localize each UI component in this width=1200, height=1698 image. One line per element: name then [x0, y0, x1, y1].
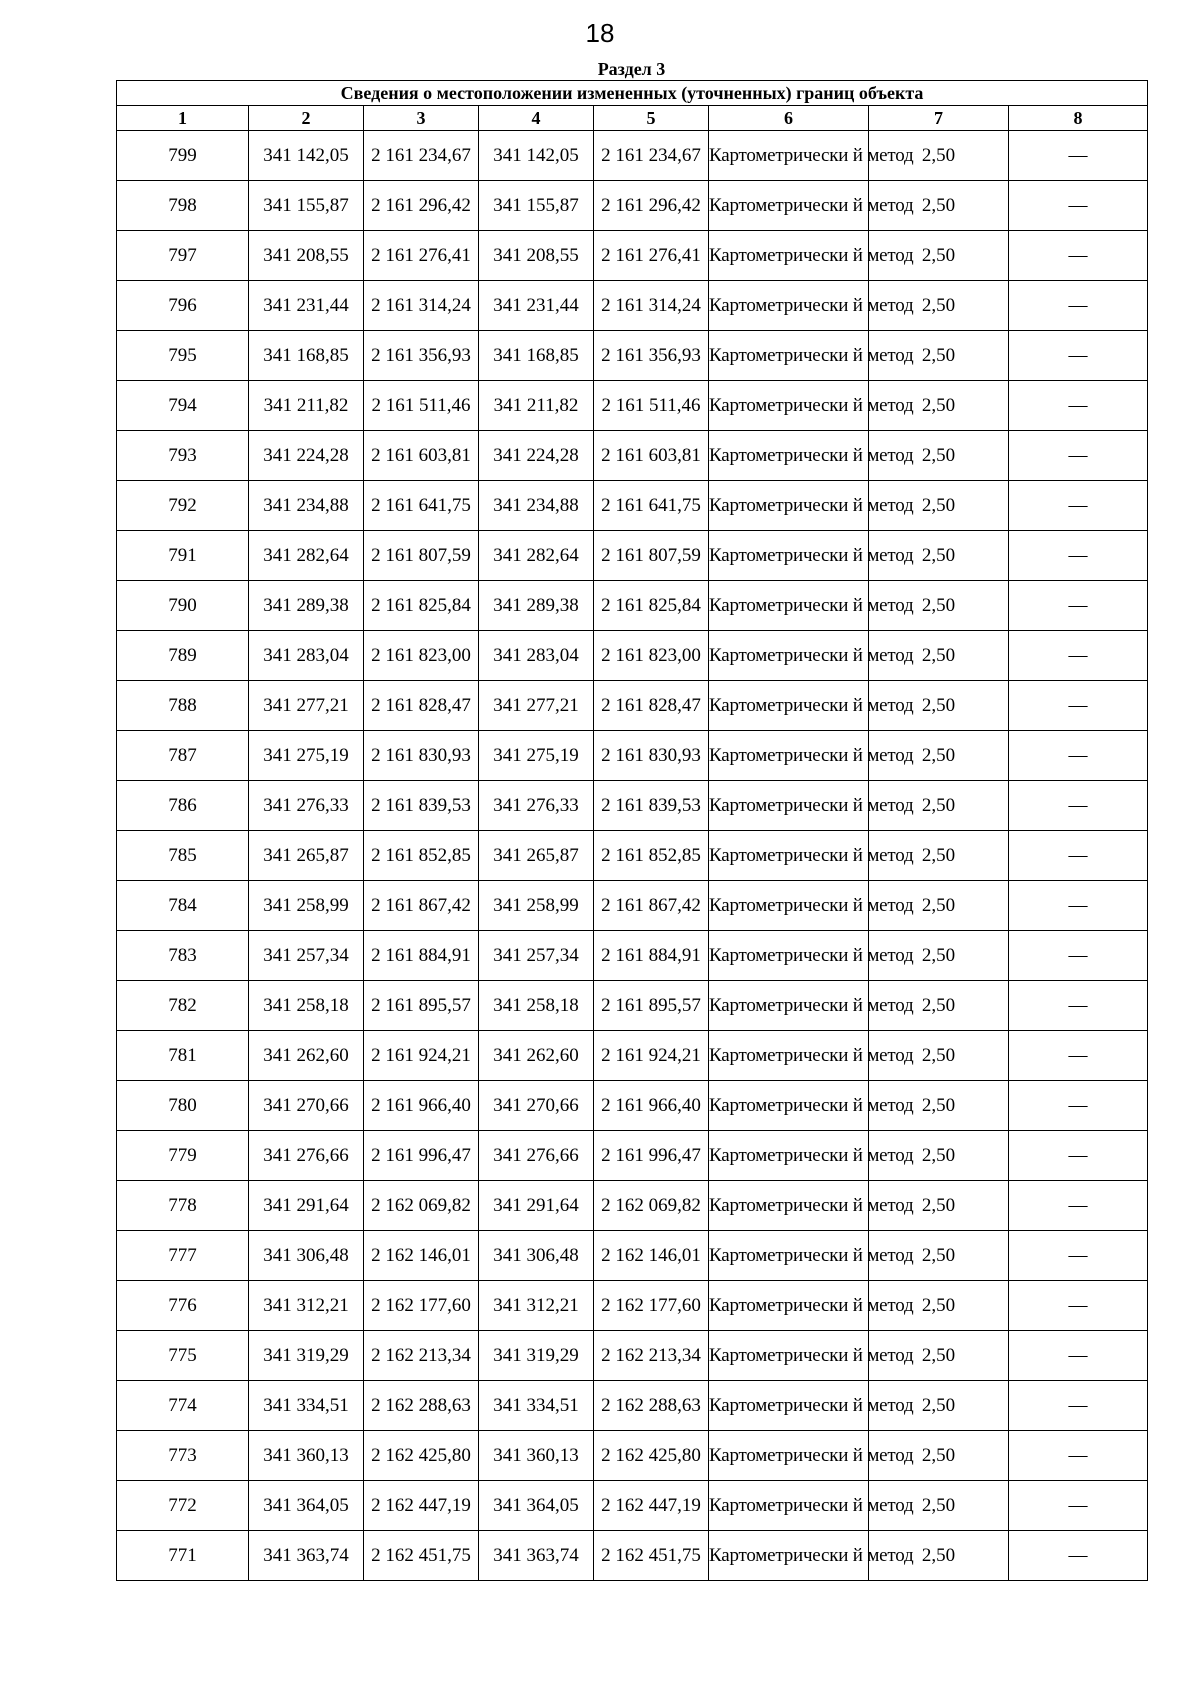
cell-point-number: 797: [117, 231, 249, 281]
cell-accuracy: 2,50: [869, 231, 1009, 281]
cell-method: Картометрически й метод: [709, 1081, 869, 1131]
table-row: [117, 331, 1148, 381]
cell-point-number: 781: [117, 1031, 249, 1081]
cell-y-coordinate: 2 161 884,91: [364, 931, 479, 981]
cell-description: —: [1009, 1281, 1148, 1331]
cell-description: —: [1009, 331, 1148, 381]
cell-accuracy: 2,50: [869, 1481, 1009, 1531]
cell-x-coordinate: 341 262,60: [249, 1031, 364, 1081]
cell-method: Картометрически й метод: [709, 1181, 869, 1231]
cell-y-coordinate: 2 161 276,41: [364, 231, 479, 281]
cell-accuracy: 2,50: [869, 431, 1009, 481]
cell-description: —: [1009, 1231, 1148, 1281]
cell-y-coordinate-new: 2 161 966,40: [594, 1081, 709, 1131]
cell-method: Картометрически й метод: [709, 131, 869, 181]
cell-description: —: [1009, 281, 1148, 331]
cell-x-coordinate: 341 258,18: [249, 981, 364, 1031]
cell-y-coordinate-new: 2 161 511,46: [594, 381, 709, 431]
cell-x-coordinate-new: 341 276,33: [479, 781, 594, 831]
cell-x-coordinate-new: 341 142,05: [479, 131, 594, 181]
cell-y-coordinate: 2 161 966,40: [364, 1081, 479, 1131]
cell-point-number: 787: [117, 731, 249, 781]
cell-description: —: [1009, 131, 1148, 181]
cell-point-number: 788: [117, 681, 249, 731]
cell-method: Картометрически й метод: [709, 631, 869, 681]
cell-y-coordinate: 2 161 641,75: [364, 481, 479, 531]
cell-method: Картометрически й метод: [709, 1531, 869, 1581]
table-row: [117, 731, 1148, 781]
cell-point-number: 789: [117, 631, 249, 681]
table-row: [117, 431, 1148, 481]
table-caption: Сведения о местоположении измененных (уточненных) границ объекта: [117, 81, 1148, 106]
table-row: [117, 281, 1148, 331]
cell-description: —: [1009, 881, 1148, 931]
cell-description: —: [1009, 981, 1148, 1031]
cell-point-number: 784: [117, 881, 249, 931]
cell-x-coordinate-new: 341 282,64: [479, 531, 594, 581]
cell-method: Картометрически й метод: [709, 1131, 869, 1181]
cell-method: Картометрически й метод: [709, 781, 869, 831]
cell-accuracy: 2,50: [869, 1131, 1009, 1181]
table-header-row: [117, 106, 1148, 131]
cell-method: Картометрически й метод: [709, 231, 869, 281]
cell-x-coordinate: 341 275,19: [249, 731, 364, 781]
cell-x-coordinate-new: 341 258,99: [479, 881, 594, 931]
cell-y-coordinate-new: 2 161 867,42: [594, 881, 709, 931]
cell-x-coordinate: 341 289,38: [249, 581, 364, 631]
cell-x-coordinate-new: 341 363,74: [479, 1531, 594, 1581]
cell-x-coordinate-new: 341 231,44: [479, 281, 594, 331]
table-row: [117, 581, 1148, 631]
cell-y-coordinate-new: 2 162 177,60: [594, 1281, 709, 1331]
cell-x-coordinate-new: 341 275,19: [479, 731, 594, 781]
cell-y-coordinate: 2 161 807,59: [364, 531, 479, 581]
cell-x-coordinate-new: 341 276,66: [479, 1131, 594, 1181]
cell-y-coordinate-new: 2 161 234,67: [594, 131, 709, 181]
cell-accuracy: 2,50: [869, 1031, 1009, 1081]
cell-x-coordinate-new: 341 258,18: [479, 981, 594, 1031]
table-row: [117, 1331, 1148, 1381]
cell-description: —: [1009, 731, 1148, 781]
cell-x-coordinate: 341 334,51: [249, 1381, 364, 1431]
cell-method: Картометрически й метод: [709, 1281, 869, 1331]
cell-y-coordinate: 2 161 825,84: [364, 581, 479, 631]
cell-y-coordinate-new: 2 162 451,75: [594, 1531, 709, 1581]
cell-y-coordinate-new: 2 162 425,80: [594, 1431, 709, 1481]
cell-y-coordinate: 2 161 830,93: [364, 731, 479, 781]
cell-description: —: [1009, 831, 1148, 881]
cell-accuracy: 2,50: [869, 981, 1009, 1031]
table-row: [117, 531, 1148, 581]
cell-y-coordinate: 2 162 177,60: [364, 1281, 479, 1331]
cell-x-coordinate: 341 231,44: [249, 281, 364, 331]
cell-y-coordinate: 2 162 425,80: [364, 1431, 479, 1481]
cell-x-coordinate-new: 341 208,55: [479, 231, 594, 281]
cell-y-coordinate: 2 161 895,57: [364, 981, 479, 1031]
cell-method: Картометрически й метод: [709, 331, 869, 381]
cell-x-coordinate-new: 341 265,87: [479, 831, 594, 881]
cell-description: —: [1009, 181, 1148, 231]
cell-y-coordinate: 2 161 823,00: [364, 631, 479, 681]
cell-y-coordinate-new: 2 161 641,75: [594, 481, 709, 531]
cell-accuracy: 2,50: [869, 1231, 1009, 1281]
cell-point-number: 779: [117, 1131, 249, 1181]
cell-x-coordinate-new: 341 168,85: [479, 331, 594, 381]
cell-accuracy: 2,50: [869, 331, 1009, 381]
cell-point-number: 777: [117, 1231, 249, 1281]
cell-accuracy: 2,50: [869, 131, 1009, 181]
cell-x-coordinate: 341 283,04: [249, 631, 364, 681]
cell-accuracy: 2,50: [869, 1181, 1009, 1231]
cell-point-number: 792: [117, 481, 249, 531]
cell-y-coordinate: 2 162 213,34: [364, 1331, 479, 1381]
cell-x-coordinate: 341 208,55: [249, 231, 364, 281]
cell-point-number: 790: [117, 581, 249, 631]
coordinates-table: [116, 80, 1148, 1581]
cell-point-number: 799: [117, 131, 249, 181]
cell-y-coordinate-new: 2 161 807,59: [594, 531, 709, 581]
table-row: [117, 981, 1148, 1031]
cell-method: Картометрически й метод: [709, 581, 869, 631]
cell-method: Картометрически й метод: [709, 1481, 869, 1531]
cell-accuracy: 2,50: [869, 881, 1009, 931]
cell-y-coordinate-new: 2 161 895,57: [594, 981, 709, 1031]
cell-description: —: [1009, 1031, 1148, 1081]
cell-accuracy: 2,50: [869, 581, 1009, 631]
cell-point-number: 775: [117, 1331, 249, 1381]
cell-description: —: [1009, 431, 1148, 481]
cell-method: Картометрически й метод: [709, 1331, 869, 1381]
cell-y-coordinate-new: 2 162 213,34: [594, 1331, 709, 1381]
cell-x-coordinate-new: 341 270,66: [479, 1081, 594, 1131]
cell-point-number: 772: [117, 1481, 249, 1531]
cell-y-coordinate: 2 162 146,01: [364, 1231, 479, 1281]
cell-point-number: 793: [117, 431, 249, 481]
cell-x-coordinate-new: 341 319,29: [479, 1331, 594, 1381]
cell-method: Картометрически й метод: [709, 1381, 869, 1431]
cell-x-coordinate-new: 341 312,21: [479, 1281, 594, 1331]
table-row: [117, 1231, 1148, 1281]
cell-y-coordinate-new: 2 162 447,19: [594, 1481, 709, 1531]
cell-point-number: 771: [117, 1531, 249, 1581]
cell-method: Картометрически й метод: [709, 481, 869, 531]
table-row: [117, 831, 1148, 881]
cell-accuracy: 2,50: [869, 381, 1009, 431]
cell-y-coordinate: 2 162 451,75: [364, 1531, 479, 1581]
cell-x-coordinate: 341 319,29: [249, 1331, 364, 1381]
cell-x-coordinate: 341 276,33: [249, 781, 364, 831]
cell-y-coordinate-new: 2 161 924,21: [594, 1031, 709, 1081]
cell-y-coordinate: 2 161 839,53: [364, 781, 479, 831]
cell-x-coordinate: 341 360,13: [249, 1431, 364, 1481]
cell-y-coordinate-new: 2 161 603,81: [594, 431, 709, 481]
column-header-7: 7: [869, 106, 1009, 131]
table-row: [117, 1131, 1148, 1181]
cell-method: Картометрически й метод: [709, 431, 869, 481]
cell-y-coordinate-new: 2 161 830,93: [594, 731, 709, 781]
cell-y-coordinate-new: 2 161 276,41: [594, 231, 709, 281]
cell-method: Картометрически й метод: [709, 931, 869, 981]
cell-x-coordinate-new: 341 289,38: [479, 581, 594, 631]
cell-accuracy: 2,50: [869, 531, 1009, 581]
cell-y-coordinate: 2 161 296,42: [364, 181, 479, 231]
table-row: [117, 631, 1148, 681]
cell-y-coordinate: 2 161 603,81: [364, 431, 479, 481]
cell-y-coordinate-new: 2 161 996,47: [594, 1131, 709, 1181]
table-body: [117, 131, 1148, 1581]
cell-x-coordinate: 341 312,21: [249, 1281, 364, 1331]
table-row: [117, 1431, 1148, 1481]
cell-y-coordinate: 2 161 356,93: [364, 331, 479, 381]
cell-x-coordinate-new: 341 360,13: [479, 1431, 594, 1481]
cell-x-coordinate: 341 306,48: [249, 1231, 364, 1281]
cell-description: —: [1009, 931, 1148, 981]
table-row: [117, 1031, 1148, 1081]
cell-accuracy: 2,50: [869, 1331, 1009, 1381]
table-row: [117, 231, 1148, 281]
cell-accuracy: 2,50: [869, 281, 1009, 331]
cell-method: Картометрически й метод: [709, 881, 869, 931]
cell-y-coordinate: 2 162 069,82: [364, 1181, 479, 1231]
cell-x-coordinate-new: 341 155,87: [479, 181, 594, 231]
cell-x-coordinate-new: 341 262,60: [479, 1031, 594, 1081]
cell-x-coordinate: 341 291,64: [249, 1181, 364, 1231]
column-header-2: 2: [249, 106, 364, 131]
cell-x-coordinate: 341 276,66: [249, 1131, 364, 1181]
cell-y-coordinate: 2 161 996,47: [364, 1131, 479, 1181]
table-row: [117, 881, 1148, 931]
cell-method: Картометрически й метод: [709, 831, 869, 881]
cell-method: Картометрически й метод: [709, 731, 869, 781]
cell-y-coordinate-new: 2 161 884,91: [594, 931, 709, 981]
cell-x-coordinate-new: 341 257,34: [479, 931, 594, 981]
cell-description: —: [1009, 1131, 1148, 1181]
cell-y-coordinate: 2 161 867,42: [364, 881, 479, 931]
cell-y-coordinate: 2 161 924,21: [364, 1031, 479, 1081]
cell-point-number: 796: [117, 281, 249, 331]
cell-description: —: [1009, 1431, 1148, 1481]
cell-x-coordinate: 341 155,87: [249, 181, 364, 231]
cell-x-coordinate: 341 234,88: [249, 481, 364, 531]
cell-x-coordinate: 341 224,28: [249, 431, 364, 481]
cell-x-coordinate: 341 142,05: [249, 131, 364, 181]
cell-y-coordinate-new: 2 162 288,63: [594, 1381, 709, 1431]
cell-point-number: 791: [117, 531, 249, 581]
column-header-1: 1: [117, 106, 249, 131]
cell-method: Картометрически й метод: [709, 981, 869, 1031]
cell-x-coordinate-new: 341 283,04: [479, 631, 594, 681]
cell-y-coordinate-new: 2 161 839,53: [594, 781, 709, 831]
column-header-5: 5: [594, 106, 709, 131]
cell-x-coordinate: 341 168,85: [249, 331, 364, 381]
cell-x-coordinate-new: 341 334,51: [479, 1381, 594, 1431]
column-header-8: 8: [1009, 106, 1148, 131]
cell-accuracy: 2,50: [869, 831, 1009, 881]
cell-description: —: [1009, 1481, 1148, 1531]
cell-y-coordinate: 2 162 447,19: [364, 1481, 479, 1531]
cell-point-number: 794: [117, 381, 249, 431]
cell-point-number: 782: [117, 981, 249, 1031]
table-row: [117, 931, 1148, 981]
cell-point-number: 780: [117, 1081, 249, 1131]
cell-point-number: 786: [117, 781, 249, 831]
cell-point-number: 776: [117, 1281, 249, 1331]
table-row: [117, 1081, 1148, 1131]
table-row: [117, 781, 1148, 831]
cell-x-coordinate: 341 277,21: [249, 681, 364, 731]
cell-method: Картометрически й метод: [709, 1231, 869, 1281]
table-row: [117, 1181, 1148, 1231]
table-row: [117, 131, 1148, 181]
cell-method: Картометрически й метод: [709, 381, 869, 431]
cell-accuracy: 2,50: [869, 631, 1009, 681]
cell-y-coordinate: 2 161 234,67: [364, 131, 479, 181]
cell-x-coordinate: 341 258,99: [249, 881, 364, 931]
table-row: [117, 481, 1148, 531]
cell-x-coordinate: 341 282,64: [249, 531, 364, 581]
cell-y-coordinate: 2 161 511,46: [364, 381, 479, 431]
cell-point-number: 778: [117, 1181, 249, 1231]
cell-y-coordinate: 2 161 314,24: [364, 281, 479, 331]
cell-accuracy: 2,50: [869, 731, 1009, 781]
cell-y-coordinate-new: 2 161 852,85: [594, 831, 709, 881]
cell-y-coordinate-new: 2 161 296,42: [594, 181, 709, 231]
cell-x-coordinate-new: 341 211,82: [479, 381, 594, 431]
table-row: [117, 381, 1148, 431]
cell-x-coordinate-new: 341 277,21: [479, 681, 594, 731]
cell-x-coordinate: 341 270,66: [249, 1081, 364, 1131]
column-header-4: 4: [479, 106, 594, 131]
cell-accuracy: 2,50: [869, 481, 1009, 531]
cell-y-coordinate-new: 2 162 069,82: [594, 1181, 709, 1231]
cell-x-coordinate-new: 341 306,48: [479, 1231, 594, 1281]
cell-point-number: 774: [117, 1381, 249, 1431]
cell-description: —: [1009, 231, 1148, 281]
cell-accuracy: 2,50: [869, 1431, 1009, 1481]
cell-method: Картометрически й метод: [709, 1031, 869, 1081]
cell-description: —: [1009, 1181, 1148, 1231]
table-row: [117, 1531, 1148, 1581]
cell-point-number: 783: [117, 931, 249, 981]
cell-x-coordinate-new: 341 234,88: [479, 481, 594, 531]
cell-y-coordinate-new: 2 161 828,47: [594, 681, 709, 731]
cell-x-coordinate: 341 265,87: [249, 831, 364, 881]
cell-method: Картометрически й метод: [709, 681, 869, 731]
cell-accuracy: 2,50: [869, 1381, 1009, 1431]
cell-y-coordinate-new: 2 161 314,24: [594, 281, 709, 331]
cell-y-coordinate-new: 2 161 823,00: [594, 631, 709, 681]
cell-accuracy: 2,50: [869, 1531, 1009, 1581]
cell-x-coordinate-new: 341 291,64: [479, 1181, 594, 1231]
cell-accuracy: 2,50: [869, 181, 1009, 231]
cell-accuracy: 2,50: [869, 931, 1009, 981]
cell-x-coordinate: 341 363,74: [249, 1531, 364, 1581]
cell-description: —: [1009, 381, 1148, 431]
cell-point-number: 785: [117, 831, 249, 881]
page-number: 18: [585, 18, 615, 48]
cell-accuracy: 2,50: [869, 681, 1009, 731]
cell-x-coordinate-new: 341 224,28: [479, 431, 594, 481]
cell-description: —: [1009, 1381, 1148, 1431]
cell-description: —: [1009, 1331, 1148, 1381]
table-row: [117, 681, 1148, 731]
cell-accuracy: 2,50: [869, 781, 1009, 831]
cell-description: —: [1009, 481, 1148, 531]
cell-y-coordinate-new: 2 161 356,93: [594, 331, 709, 381]
cell-method: Картометрически й метод: [709, 1431, 869, 1481]
cell-description: —: [1009, 531, 1148, 581]
cell-point-number: 795: [117, 331, 249, 381]
cell-y-coordinate-new: 2 161 825,84: [594, 581, 709, 631]
cell-y-coordinate: 2 162 288,63: [364, 1381, 479, 1431]
table-row: [117, 1481, 1148, 1531]
cell-x-coordinate-new: 341 364,05: [479, 1481, 594, 1531]
cell-method: Картометрически й метод: [709, 281, 869, 331]
column-header-6: 6: [709, 106, 869, 131]
cell-description: —: [1009, 581, 1148, 631]
table-row: [117, 1381, 1148, 1431]
cell-x-coordinate: 341 211,82: [249, 381, 364, 431]
cell-description: —: [1009, 631, 1148, 681]
cell-description: —: [1009, 681, 1148, 731]
table-row: [117, 181, 1148, 231]
cell-description: —: [1009, 1531, 1148, 1581]
column-header-3: 3: [364, 106, 479, 131]
cell-point-number: 798: [117, 181, 249, 231]
cell-x-coordinate: 341 257,34: [249, 931, 364, 981]
cell-y-coordinate: 2 161 828,47: [364, 681, 479, 731]
cell-description: —: [1009, 781, 1148, 831]
cell-x-coordinate: 341 364,05: [249, 1481, 364, 1531]
cell-accuracy: 2,50: [869, 1281, 1009, 1331]
cell-accuracy: 2,50: [869, 1081, 1009, 1131]
section-label: Раздел 3: [597, 59, 666, 79]
cell-method: Картометрически й метод: [709, 531, 869, 581]
cell-point-number: 773: [117, 1431, 249, 1481]
table-row: [117, 1281, 1148, 1331]
cell-method: Картометрически й метод: [709, 181, 869, 231]
cell-y-coordinate-new: 2 162 146,01: [594, 1231, 709, 1281]
cell-y-coordinate: 2 161 852,85: [364, 831, 479, 881]
cell-description: —: [1009, 1081, 1148, 1131]
